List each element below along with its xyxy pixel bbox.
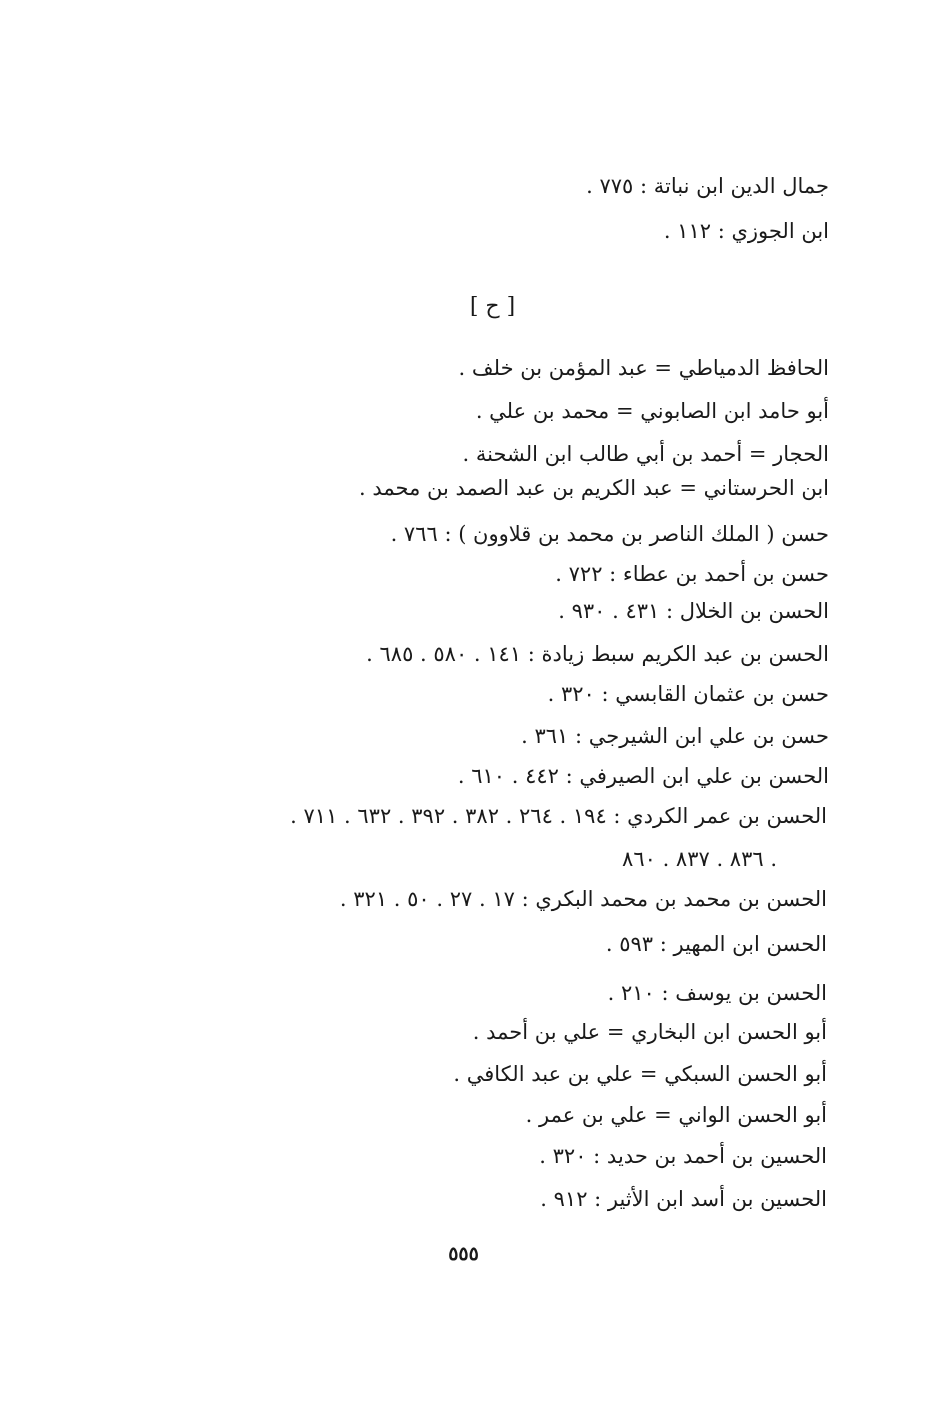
index-entry: الحسن بن محمد بن محمد البكري : ١٧ . ٢٧ . ٥٠ . ٣٢١ . bbox=[339, 887, 827, 911]
page-number: ٥٥٥ bbox=[448, 1243, 479, 1265]
index-entry: الحافظ الدمياطي = عبد المؤمن بن خلف . bbox=[458, 356, 829, 380]
index-entry: الحسن ابن المهير : ٥٩٣ . bbox=[605, 932, 827, 956]
index-entry: الحسين بن أحمد بن حديد : ٣٢٠ . bbox=[539, 1144, 827, 1168]
index-entry: الحسن بن علي ابن الصيرفي : ٤٤٢ . ٦١٠ . bbox=[457, 764, 829, 788]
index-entry: الحسين بن أسد ابن الأثير : ٩١٢ . bbox=[540, 1187, 827, 1211]
index-entry: جمال الدين ابن نباتة : ٧٧٥ . bbox=[586, 174, 829, 198]
index-entry: أبو الحسن الواني = علي بن عمر . bbox=[525, 1103, 827, 1127]
index-entry: ابن الجوزي : ١١٢ . bbox=[663, 219, 829, 243]
index-entry: الحسن بن الخلال : ٤٣١ . ٩٣٠ . bbox=[558, 599, 829, 623]
index-entry: الحجار = أحمد بن أبي طالب ابن الشحنة . bbox=[462, 442, 829, 466]
index-entry: حسن بن عثمان القابسي : ٣٢٠ . bbox=[547, 682, 829, 706]
index-entry: حسن بن أحمد بن عطاء : ٧٢٢ . bbox=[555, 562, 829, 586]
section-letter-heading: [ ح ] bbox=[469, 294, 516, 319]
index-entry: أبو الحسن السبكي = علي بن عبد الكافي . bbox=[453, 1062, 827, 1086]
index-entry: الحسن بن عبد الكريم سبط زيادة : ١٤١ . ٥٨٠ . ٦٨٥ . bbox=[366, 642, 829, 666]
index-entry: حسن ( الملك الناصر بن محمد بن قلاوون ) : ٧٦٦ . bbox=[390, 522, 829, 546]
index-entry: الحسن بن عمر الكردي : ١٩٤ . ٢٦٤ . ٣٨٢ . ٣٩٢ . ٦٣٢ . ٧١١ . bbox=[290, 804, 827, 828]
index-entry-continuation: ٨٣٦ . ٨٣٧ . ٨٦٠ . bbox=[622, 847, 777, 871]
index-entry: حسن بن علي ابن الشيرجي : ٣٦١ . bbox=[521, 724, 829, 748]
index-entry: أبو حامد ابن الصابوني = محمد بن علي . bbox=[475, 399, 829, 423]
index-entry: أبو الحسن ابن البخاري = علي بن أحمد . bbox=[472, 1020, 827, 1044]
index-entry: ابن الحرستاني = عبد الكريم بن عبد الصمد بن محمد . bbox=[359, 476, 829, 500]
index-entry: الحسن بن يوسف : ٢١٠ . bbox=[607, 981, 827, 1005]
